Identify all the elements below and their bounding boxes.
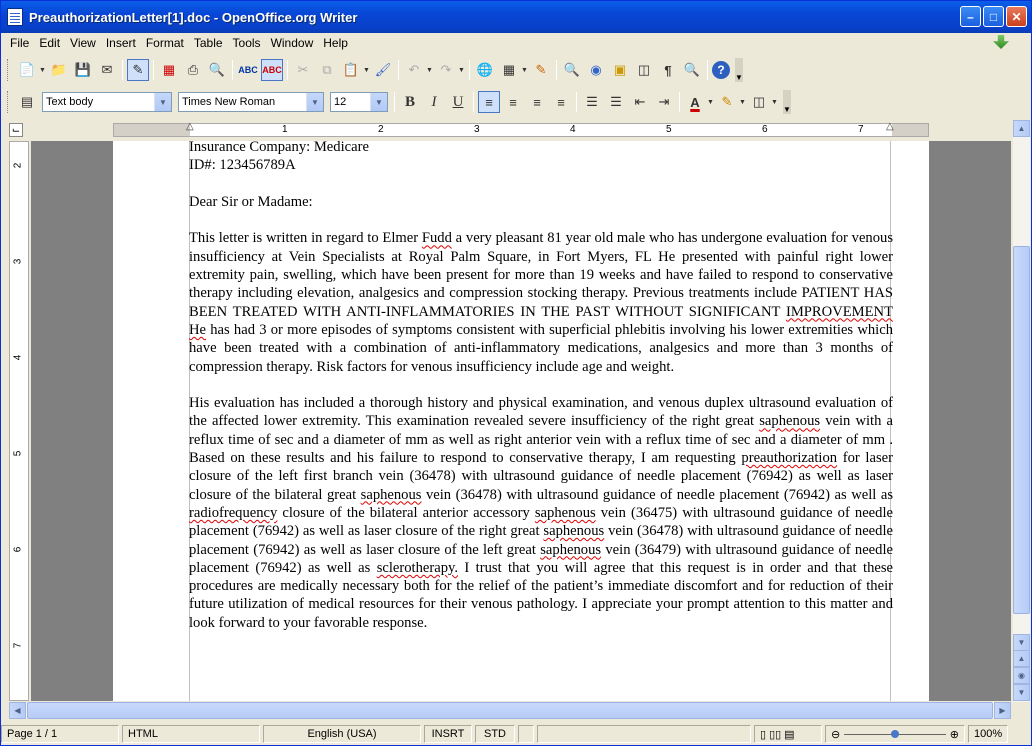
selection-mode[interactable]: STD <box>475 725 515 743</box>
font-size-select[interactable] <box>330 92 388 112</box>
toolbar-grip[interactable] <box>7 59 11 81</box>
document-text[interactable] <box>189 141 893 632</box>
autospellcheck-icon[interactable]: ABC <box>261 59 283 81</box>
misspelled-word[interactable]: radiofrequency <box>189 504 278 521</box>
align-right-icon[interactable]: ≡ <box>533 94 541 110</box>
tab-stop-selector[interactable]: ⌙ <box>9 123 23 137</box>
paste-dropdown-icon[interactable]: ▼ <box>363 66 370 74</box>
status-bar <box>1 723 1031 745</box>
vertical-scroll-thumb[interactable] <box>1013 246 1030 614</box>
ruler-number: 4 <box>570 124 576 135</box>
misspelled-word[interactable]: saphenous <box>360 486 422 503</box>
save-icon[interactable]: 💾 <box>74 62 92 77</box>
menu-view[interactable]: View <box>70 36 96 50</box>
page-preview-icon[interactable]: 🔍 <box>208 62 226 77</box>
misspelled-word[interactable]: Fudd <box>421 230 452 247</box>
copy-icon[interactable]: ⧉ <box>322 62 332 77</box>
background-color-icon[interactable]: ◫ <box>752 94 766 109</box>
undo-dropdown-icon[interactable]: ▼ <box>426 66 433 74</box>
bold-icon[interactable]: B <box>404 93 415 110</box>
language-indicator[interactable]: English (USA) <box>263 725 421 743</box>
zoom-out-icon[interactable]: ⊖ <box>831 728 841 741</box>
horizontal-scrollbar[interactable] <box>9 702 1011 719</box>
zoom-in-icon[interactable]: ⊕ <box>949 728 959 741</box>
menu-window[interactable]: Window <box>270 36 314 50</box>
ruler-number: 3 <box>474 124 480 135</box>
scroll-right-button[interactable]: ▶ <box>994 702 1011 719</box>
nonprinting-characters-icon[interactable]: ¶ <box>664 62 672 78</box>
zoom-level[interactable]: 100% <box>968 725 1008 743</box>
justify-icon[interactable]: ≡ <box>557 94 565 110</box>
new-dropdown-icon[interactable]: ▼ <box>39 66 46 74</box>
signature-field <box>537 725 751 743</box>
multi-page-view-icon[interactable]: ▯▯ <box>769 728 782 741</box>
document-page[interactable] <box>113 141 929 701</box>
insert-mode[interactable]: INSRT <box>424 725 472 743</box>
table-icon[interactable]: ▦ <box>502 62 516 77</box>
menu-edit[interactable]: Edit <box>39 36 61 50</box>
scroll-up-button[interactable]: ▲ <box>1013 120 1030 137</box>
previous-page-button[interactable]: ▲ <box>1013 650 1030 667</box>
font-name-value: Times New Roman <box>182 96 276 108</box>
misspelled-word[interactable]: sclerotherapy. <box>376 559 458 576</box>
help-icon[interactable]: ? <box>712 61 730 79</box>
zoom-slider[interactable] <box>825 725 965 743</box>
vruler-number: 2 <box>12 162 24 169</box>
navigator-icon[interactable]: ◉ <box>590 62 602 77</box>
page-indicator[interactable]: Page 1 / 1 <box>1 725 119 743</box>
table-dropdown-icon[interactable]: ▼ <box>521 66 528 74</box>
title-bar[interactable] <box>1 1 1031 33</box>
font-size-value: 12 <box>334 96 347 108</box>
document-modified-indicator <box>518 725 534 743</box>
font-name-select[interactable] <box>178 92 324 112</box>
ruler-number: 1 <box>282 124 288 135</box>
numbering-icon[interactable]: ☰ <box>586 94 598 109</box>
ruler-number: 7 <box>858 124 864 135</box>
menu-help[interactable]: Help <box>323 36 348 50</box>
close-button[interactable]: ✕ <box>1006 6 1027 27</box>
ruler-number: 2 <box>378 124 384 135</box>
update-download-icon[interactable] <box>993 35 1009 49</box>
background-dropdown-icon[interactable]: ▼ <box>771 98 778 106</box>
menu-tools[interactable]: Tools <box>232 36 261 50</box>
single-page-view-icon[interactable]: ▯ <box>760 728 767 741</box>
view-layout <box>754 725 822 743</box>
font-color-dropdown-icon[interactable]: ▼ <box>707 98 714 106</box>
cut-icon[interactable]: ✂ <box>297 62 309 77</box>
paste-icon[interactable]: 📋 <box>342 62 360 77</box>
paragraph-style-value: Text body <box>46 96 94 108</box>
chevron-down-icon[interactable]: ▼ <box>154 93 171 111</box>
chevron-down-icon[interactable]: ▼ <box>370 93 387 111</box>
next-page-button[interactable]: ▼ <box>1013 684 1030 701</box>
redo-dropdown-icon[interactable]: ▼ <box>458 66 465 74</box>
ruler-number: 6 <box>762 124 768 135</box>
formatting-toolbar <box>5 87 805 117</box>
align-center-icon[interactable]: ≡ <box>509 94 517 110</box>
scroll-down-button[interactable]: ▼ <box>1013 634 1030 651</box>
print-icon[interactable]: ⎙ <box>187 62 199 77</box>
bullets-icon[interactable]: ☰ <box>610 94 622 109</box>
increase-indent-icon[interactable]: ⇥ <box>658 94 670 109</box>
ruler-number: 5 <box>666 124 672 135</box>
align-left-icon[interactable]: ≡ <box>478 91 500 113</box>
horizontal-ruler[interactable] <box>1 120 1013 140</box>
page-style[interactable]: HTML <box>122 725 260 743</box>
right-indent-marker[interactable]: △ <box>886 121 894 132</box>
standard-toolbar <box>5 55 805 85</box>
email-icon[interactable]: ✉ <box>101 62 113 77</box>
window-title: PreauthorizationLetter[1].doc - OpenOffice.org Writer <box>29 9 358 25</box>
underline-icon[interactable]: U <box>452 93 464 110</box>
spellcheck-icon[interactable]: ABC <box>238 65 258 75</box>
zoom-icon[interactable]: 🔍 <box>683 62 701 77</box>
scroll-left-button[interactable]: ◀ <box>9 702 26 719</box>
toolbar-overflow-icon[interactable]: ▼ <box>783 90 791 114</box>
vruler-number: 3 <box>12 258 24 265</box>
misspelled-word[interactable]: IMPROVEMENT He <box>189 303 893 338</box>
toolbar-grip[interactable] <box>7 91 11 113</box>
paragraph-2: His evaluation has included a thorough history and physical examination, and venous duplex ultrasound evaluation of the affected lower extremity. This examination revealed severe insufficiency of the right great saphenous vein with a reflux time of sec and a diameter of mm as well as right anterior vein with a reflux time of sec and a diameter of mm . Based on these results and his failure to respond to conservative therapy, I am requesting preauthorization for laser closure of the left first branch vein (36478) with ultrasound guidance of needle placement (76942) as well as laser closure of the bilateral great saphenous vein (36478) with ultrasound guidance of needle placement (76942) as well as radiofrequency closure of the bilateral anterior accessory saphenous vein (36475) with ultrasound guidance of needle placement (76942) as well as laser closure of the right great saphenous vein (36478) with ultrasound guidance of needle placement (76942) as well as laser closure of the left great saphenous vein (36479) with ultrasound guidance of needle placement (76942) as well as sclerotherapy. I trust that you will agree that this request is in order and that these procedures are medically necessary both for the relief of the patient’s immediate discomfort and for reduction of their future utilization of medical resources for their venous pathology. I appreciate your prompt attention to this matter and look forward to your favorable response. <box>189 395 894 631</box>
zoom-track[interactable] <box>844 734 946 735</box>
document-area <box>31 141 1011 701</box>
paragraph-style-select[interactable] <box>42 92 172 112</box>
format-paintbrush-icon[interactable]: 🖌 <box>374 62 392 77</box>
find-replace-icon[interactable]: 🔍 <box>563 62 581 77</box>
gallery-icon[interactable]: ▣ <box>613 62 627 77</box>
hyperlink-icon[interactable]: 🌐 <box>476 62 494 77</box>
menu-table[interactable]: Table <box>193 36 223 50</box>
id-line: ID#: 123456789A <box>189 157 296 174</box>
navigation-button[interactable]: ◉ <box>1013 667 1030 684</box>
decrease-indent-icon[interactable]: ⇤ <box>634 94 646 109</box>
menu-file[interactable]: File <box>10 36 30 50</box>
paragraph-1: This letter is written in regard to Elmer Fudd a very pleasant 81 year old male who has undergone evaluation for venous insufficiency at Vein Specialists at Royal Palm Square, in Fort Myers, FL He presented with painful right lower extremity pain, swelling, which have been present for more than 19 weeks and have failed to respond to conservative therapy including elevation, analgesics and compression stocking therapy. Previous treatments include PATIENT HAS BEEN TREATED WITH ANTI-INFLAMMATORIES IN THE PAST WITHOUT SIGNIFICANT IMPROVEMENT He has had 3 or more episodes of symptoms consistent with superficial phlebitis involving his lower extremities which have been treated with a combination of anti-inflammatory medications, analgesics and more than 3 months of compression therapy. Risk factors for venous insufficiency include age and weight. <box>189 230 893 375</box>
export-pdf-icon[interactable]: ▦ <box>162 62 176 77</box>
vruler-number: 7 <box>12 642 24 649</box>
zoom-handle[interactable] <box>891 730 899 738</box>
horizontal-scroll-thumb[interactable] <box>27 702 993 719</box>
show-draw-functions-icon[interactable]: ✎ <box>535 62 547 77</box>
book-view-icon[interactable]: ▤ <box>784 728 795 741</box>
vruler-number: 4 <box>12 354 24 361</box>
maximize-button[interactable]: □ <box>983 6 1004 27</box>
insurance-line: Insurance Company: Medicare <box>189 141 369 155</box>
salutation: Dear Sir or Madame: <box>189 193 313 210</box>
vruler-number: 6 <box>12 546 24 553</box>
toolbar-overflow-icon[interactable]: ▼ <box>735 58 743 82</box>
minimize-button[interactable]: – <box>960 6 981 27</box>
highlight-dropdown-icon[interactable]: ▼ <box>739 98 746 106</box>
font-color-icon[interactable]: A <box>690 94 700 110</box>
misspelled-word[interactable]: preauthorization <box>741 450 838 467</box>
open-folder-icon[interactable]: 📁 <box>50 62 68 77</box>
menu-insert[interactable]: Insert <box>105 36 136 50</box>
writer-document-icon <box>7 8 23 26</box>
redo-icon[interactable]: ↷ <box>440 62 452 77</box>
right-margin-area <box>892 124 928 136</box>
edit-file-icon[interactable]: ✎ <box>127 59 149 81</box>
data-sources-icon[interactable]: ◫ <box>637 62 651 77</box>
styles-formatting-icon[interactable]: ▤ <box>20 94 34 109</box>
misspelled-word[interactable]: saphenous <box>540 541 602 558</box>
ruler-strip[interactable] <box>113 123 929 137</box>
left-indent-marker[interactable]: △ <box>186 121 194 132</box>
italic-icon[interactable]: I <box>431 93 437 110</box>
undo-icon[interactable]: ↶ <box>408 62 420 77</box>
left-margin-area <box>114 124 190 136</box>
chevron-down-icon[interactable]: ▼ <box>306 93 323 111</box>
highlight-icon[interactable]: ✎ <box>721 94 733 109</box>
misspelled-word[interactable]: saphenous <box>759 413 821 430</box>
menu-bar <box>1 33 1031 53</box>
misspelled-word[interactable]: saphenous <box>534 504 596 521</box>
new-document-icon[interactable]: 📄 <box>18 62 36 77</box>
misspelled-word[interactable]: saphenous <box>543 523 605 540</box>
menu-format[interactable]: Format <box>145 36 184 50</box>
vruler-number: 5 <box>12 450 24 457</box>
vertical-scrollbar[interactable] <box>1013 120 1030 702</box>
vertical-ruler[interactable] <box>9 141 29 701</box>
